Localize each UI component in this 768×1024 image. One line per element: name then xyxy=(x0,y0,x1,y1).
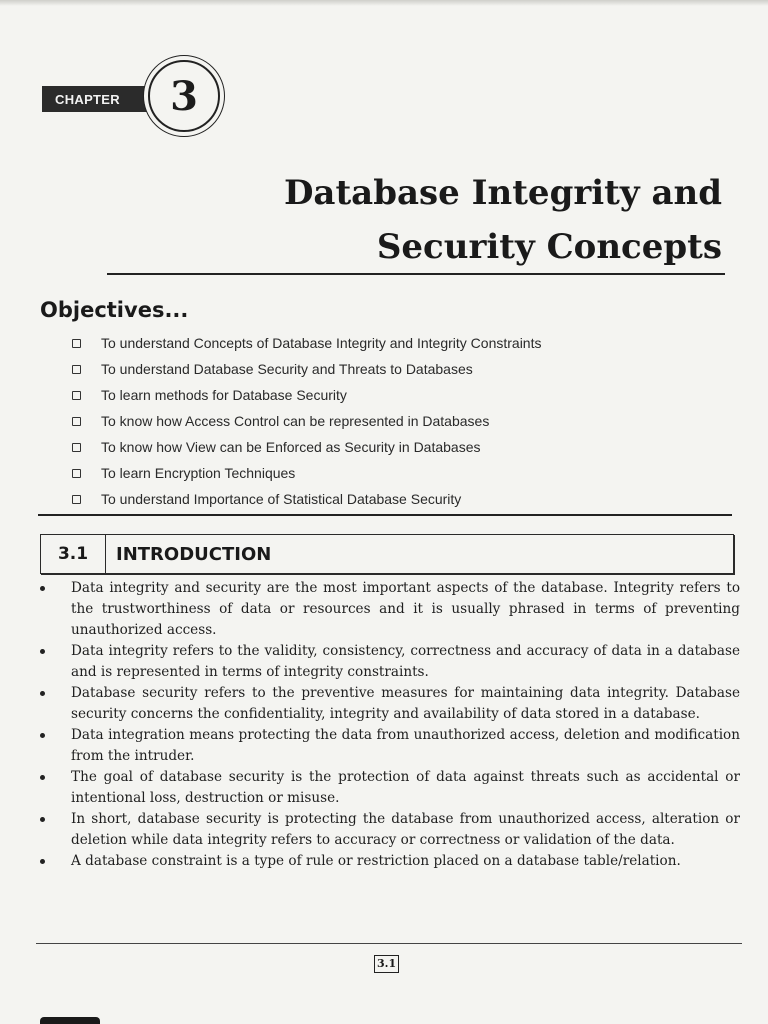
bullet-text: Database security refers to the preventive measures for maintaining data integrity. Database security concerns the confidentiality, integrity and availability of data stored in a database. xyxy=(71,685,740,722)
section-header xyxy=(40,534,734,574)
bullet-item xyxy=(38,767,740,809)
objective-item xyxy=(72,434,712,460)
bullet-dot-icon xyxy=(40,859,45,864)
objectives-heading: Objectives... xyxy=(40,298,189,322)
chapter-label: CHAPTER xyxy=(42,86,150,112)
bullet-item xyxy=(38,725,740,767)
checkbox-square-icon xyxy=(72,443,81,452)
objective-text: To understand Concepts of Database Integrity and Integrity Constraints xyxy=(101,335,542,351)
bullet-dot-icon xyxy=(40,691,45,696)
bullet-dot-icon xyxy=(40,817,45,822)
objective-item xyxy=(72,356,712,382)
bullet-text: Data integrity and security are the most important aspects of the database. Integrity refers to the trustworthiness of data or resources and it is usually phrased in terms of preventing unauthorized access. xyxy=(71,580,740,638)
checkbox-square-icon xyxy=(72,495,81,504)
checkbox-square-icon xyxy=(72,391,81,400)
bullet-item xyxy=(38,578,740,641)
objectives-divider xyxy=(38,514,732,516)
title-divider xyxy=(107,273,725,275)
objective-text: To understand Importance of Statistical Database Security xyxy=(101,491,462,507)
objective-item xyxy=(72,382,712,408)
bullet-text: Data integrity refers to the validity, consistency, correctness and accuracy of data in a database and is represented in terms of integrity constraints. xyxy=(71,643,740,680)
section-title: INTRODUCTION xyxy=(116,543,272,565)
bullet-item xyxy=(38,683,740,725)
bullet-text: A database constraint is a type of rule or restriction placed on a database table/relation. xyxy=(71,853,681,869)
section-number: 3.1 xyxy=(41,535,106,573)
bullet-dot-icon xyxy=(40,586,45,591)
checkbox-square-icon xyxy=(72,469,81,478)
bullet-dot-icon xyxy=(40,775,45,780)
page-bottom-edge xyxy=(40,1017,100,1024)
objective-text: To understand Database Security and Threats to Databases xyxy=(101,361,473,377)
objective-item xyxy=(72,486,712,512)
chapter-number: 3 xyxy=(148,60,220,132)
objectives-list xyxy=(72,330,712,512)
bullet-item xyxy=(38,641,740,683)
bullet-dot-icon xyxy=(40,733,45,738)
bullet-dot-icon xyxy=(40,649,45,654)
objective-text: To learn Encryption Techniques xyxy=(101,465,296,481)
bullet-text: In short, database security is protecting the database from unauthorized access, alteration or deletion while data integrity refers to accuracy or correctness or validation of the data. xyxy=(71,811,740,848)
chapter-title-line-2: Security Concepts xyxy=(376,227,722,267)
introduction-bullets xyxy=(38,578,740,872)
checkbox-square-icon xyxy=(72,339,81,348)
chapter-title xyxy=(162,166,722,274)
page-top-shadow xyxy=(0,0,768,6)
objective-item xyxy=(72,408,712,434)
page-number: 3.1 xyxy=(374,955,399,973)
objective-item xyxy=(72,330,712,356)
footer-divider xyxy=(36,943,742,944)
objective-item xyxy=(72,460,712,486)
objective-text: To know how View can be Enforced as Security in Databases xyxy=(101,439,481,455)
bullet-item xyxy=(38,851,740,872)
objective-text: To know how Access Control can be represented in Databases xyxy=(101,413,490,429)
bullet-text: Data integration means protecting the data from unauthorized access, deletion and modification from the intruder. xyxy=(71,727,740,764)
bullet-text: The goal of database security is the protection of data against threats such as accidental or intentional loss, destruction or misuse. xyxy=(71,769,740,806)
checkbox-square-icon xyxy=(72,365,81,374)
chapter-title-line-1: Database Integrity and xyxy=(283,173,722,213)
objective-text: To learn methods for Database Security xyxy=(101,387,347,403)
chapter-number-badge xyxy=(143,55,225,137)
checkbox-square-icon xyxy=(72,417,81,426)
bullet-item xyxy=(38,809,740,851)
